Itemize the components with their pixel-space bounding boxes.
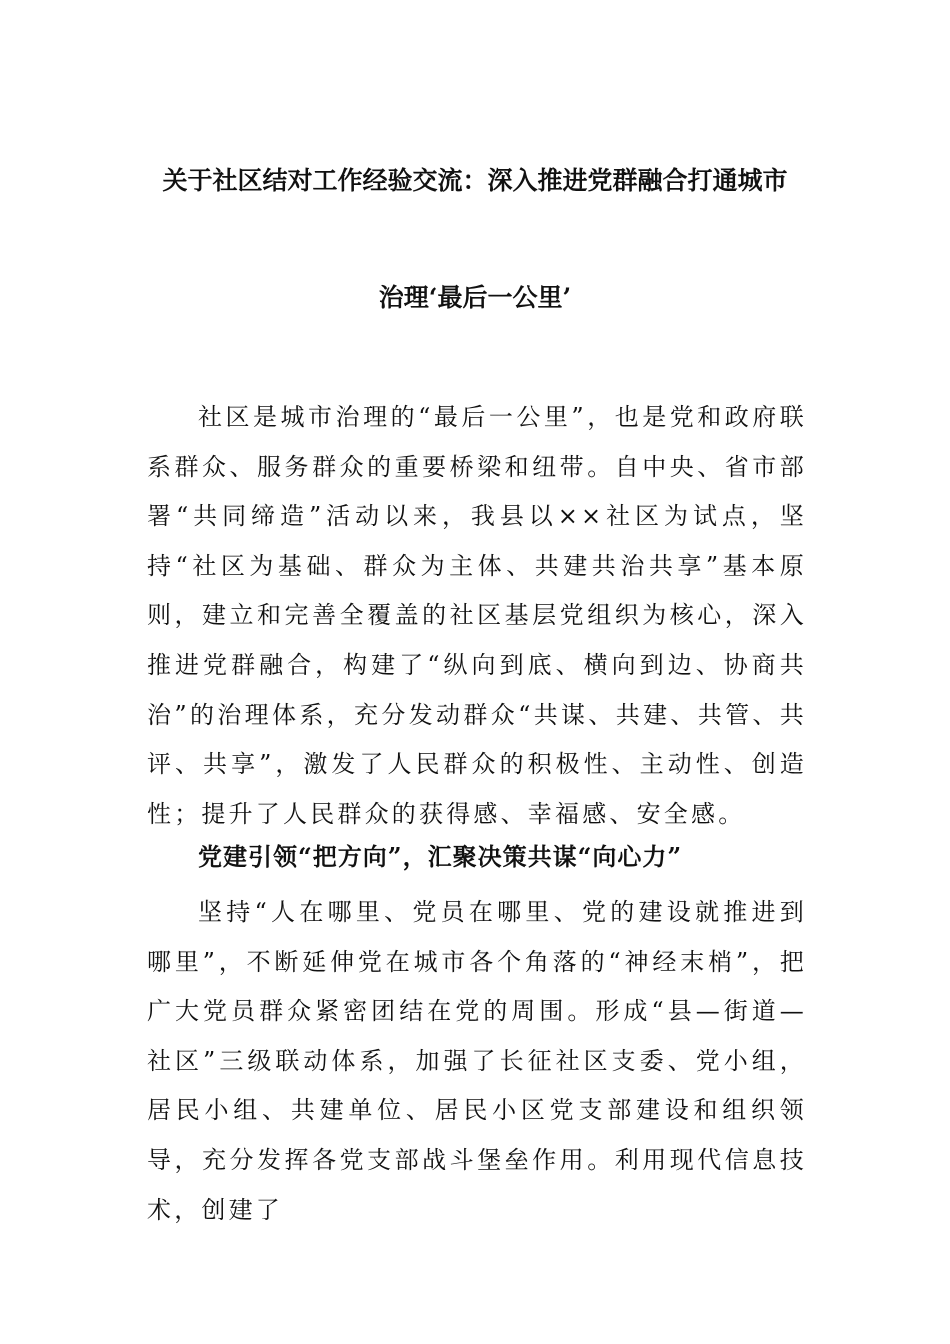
section-subheading: 党建引领“把方向”，汇聚决策共谋“向心力” [198, 842, 683, 871]
document-title-line-2: 治理‘最后一公里’ [378, 283, 572, 312]
body-paragraph-1: 社区是城市治理的“最后一公里”，也是党和政府联系群众、服务群众的重要桥梁和纽带。自中央、省市部署“共同缔造”活动以来，我县以××社区为试点，坚持“社区为基础、群众为主体、共建共治共享”基本原则，建立和完善全覆盖的社区基层党组织为核心，深入推进党群融合，构建了“纵向到底、横向到边、协商共治”的治理体系，充分发动群众“共谋、共建、共管、共评、共享”，激发了人民群众的积极性、主动性、创造性；提升了人民群众的获得感、幸福感、安全感。 [147, 403, 807, 828]
document-title-line-1: 关于社区结对工作经验交流：深入推进党群融合打通城市 [162, 166, 788, 195]
body-paragraph-2: 坚持“人在哪里、党员在哪里、党的建设就推进到哪里”，不断延伸党在城市各个角落的“神经末梢”，把广大党员群众紧密团结在党的周围。形成“县—街道—社区”三级联动体系，加强了长征社区支委、党小组，居民小组、共建单位、居民小区党支部建设和组织领导，充分发挥各党支部战斗堡垒作用。利用现代信息技术，创建了 [147, 898, 807, 1224]
